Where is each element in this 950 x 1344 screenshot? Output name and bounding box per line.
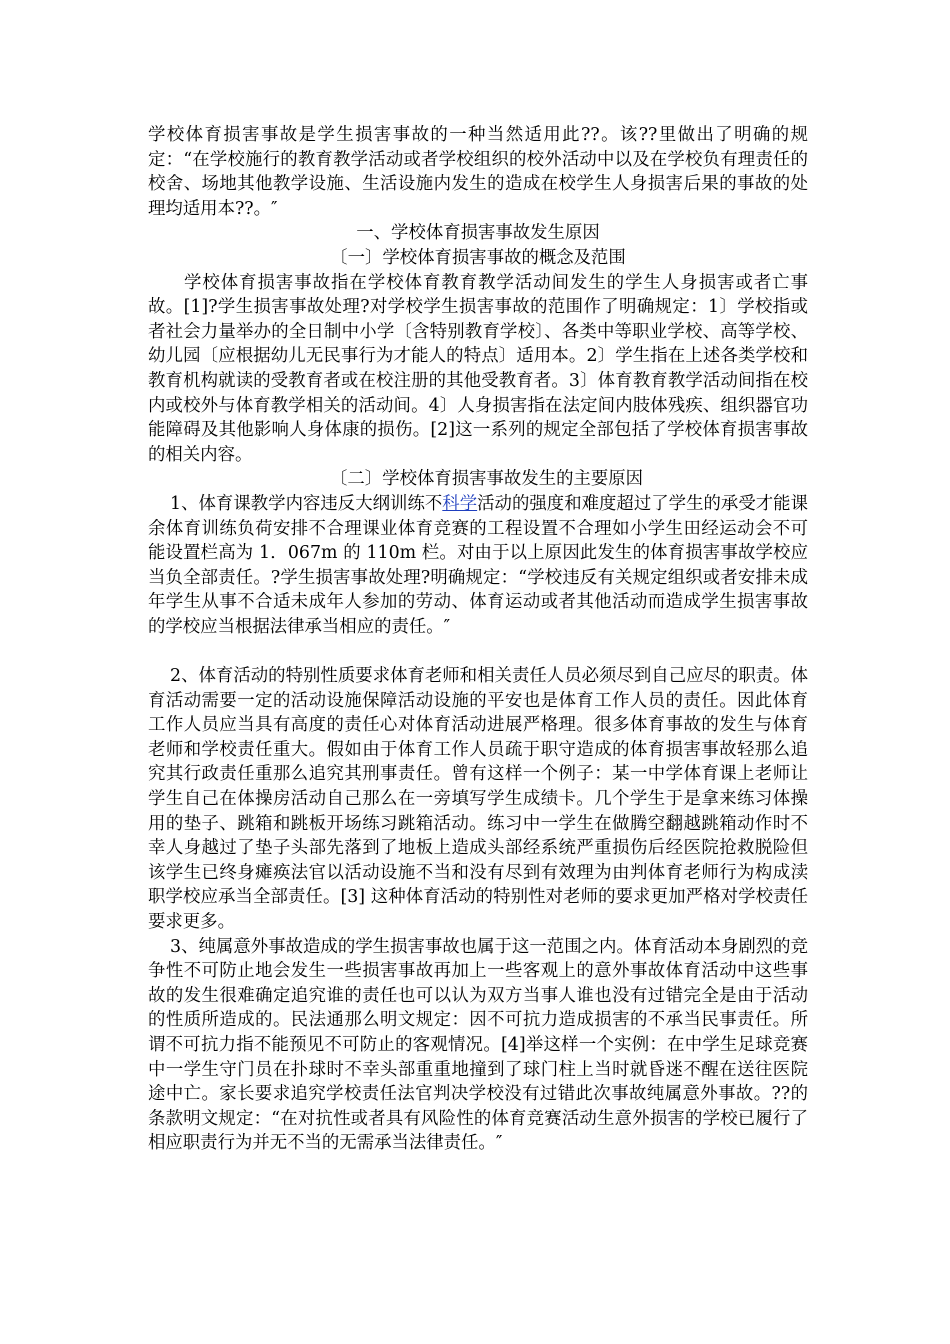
document-page <box>148 123 808 1156</box>
cause-paragraph-1 <box>148 492 808 640</box>
section-heading-1: 一、学校体育损害事故发生原因 <box>356 223 600 244</box>
cause-paragraph-2: 2、体育活动的特别性质要求体育老师和相关责任人员必须尽到自己应尽的职责。体育活动需要一定的活动设施保障活动设施的平安也是体育工作人员的责任。因此体育工作人员应当具有高度的责任心对体育活动进展严格理。很多体育事故的发生与体育老师和学校责任重大。假如由于体育工作人员疏于职守造成的体育损害事故轻那么追究其行政责任重那么追究其刑事责任。曾有这样一个例子：某一中学体育课上老师让学生自己在体操房活动自己那么在一旁填写学生成绩卡。几个学生于是拿来练习体操用的垫子、跳箱和跳板开场练习跳箱活动。练习中一学生在做腾空翻越跳箱动作时不幸人身越过了垫子头部先落到了地板上造成头部经系统严重损伤后经医院抢救脱险但该学生已终身瘫痪法官以活动设施不当和没有尽到有效理为由判体育老师行为构成渎职学校应承当全部责任。[3] 这种体育活动的特别性对老师的要求更加严格对学校责任要求更多。 <box>148 666 808 932</box>
cause-1-text-end: 活动的强度和难度超过了学生的承受才能课余体育训练负荷安排不合理课业体育竞赛的工程设置不合理如小学生田经运动会不可能设置栏高为 1．067m 的 110m 栏。对由于以上原因此发生的体育损害事故学校应当负全部责任。?学生损害事故处理?明确规定：“学校违反有关规定组织或者安排未成年学生从事不合适未成年人参加的劳动、体育运动或者其他活动而造成学生损害事故的学校应当根据法律承当相应的责任。″ <box>148 493 808 637</box>
subsection-heading-2: 〔二〕学校体育损害事故发生的主要原因 <box>330 469 644 490</box>
intro-paragraph: 学校体育损害事故是学生损害事故的一种当然适用此??。该??里做出了明确的规定：“在学校施行的教育教学活动或者学校组织的校外活动中以及在学校负有理责任的校舍、场地其他教学设施、生活设施内发生的造成在校学生人身损害后果的事故的处理均适用本??。″ <box>148 125 808 219</box>
cause-paragraph-3: 3、纯属意外事故造成的学生损害事故也属于这一范围之内。体育活动本身剧烈的竞争性不可防止地会发生一些损害事故再加上一些客观上的意外事故体育活动中这些事故的发生很难确定追究谁的责任也可以认为双方当事人谁也没有过错完全是由于活动的性质所造成的。民法通那么明文规定：因不可抗力造成损害的不承当民事责任。所谓不可抗力指不能预见不可防止的客观情况。[4]举这样一个实例：在中学生足球竞赛中一学生守门员在扑球时不幸头部重重地撞到了球门柱上当时就昏迷不醒在送往医院途中亡。家长要求追究学校责任法官判决学校没有过错此次事故纯属意外事故。??的条款明文规定：“在对抗性或者具有风险性的体育竞赛活动生意外损害的学校已履行了相应职责行为并无不当的无需承当法律责任。″ <box>148 936 808 1154</box>
cause-1-text-start: 1、体育课教学内容违反大纲训练不 <box>170 493 443 514</box>
definition-paragraph: 学校体育损害事故指在学校体育教育教学活动间发生的学生人身损害或者亡事故。[1]?学生损害事故处理?对学校学生损害事故的范围作了明确规定：1〕学校指或者社会力量举办的全日制中小学〔含特别教育学校〕、各类中等职业学校、高等学校、幼儿园〔应根据幼儿无民事行为才能人的特点〕适用本。2〕学生指在上述各类学校和教育机构就读的受教育者或在校注册的其他受教育者。3〕体育教育教学活动间指在校内或校外与体育教学相关的活动间。4〕人身损害指在法定间内肢体残疾、组织器官功能障碍及其他影响人身体康的损伤。[2]这一系列的规定全部包括了学校体育损害事故的相关内容。 <box>148 272 808 465</box>
science-link[interactable]: 科学 <box>442 493 478 514</box>
blank-line <box>148 639 808 664</box>
subsection-heading-1: 〔一〕学校体育损害事故的概念及范围 <box>330 247 626 268</box>
